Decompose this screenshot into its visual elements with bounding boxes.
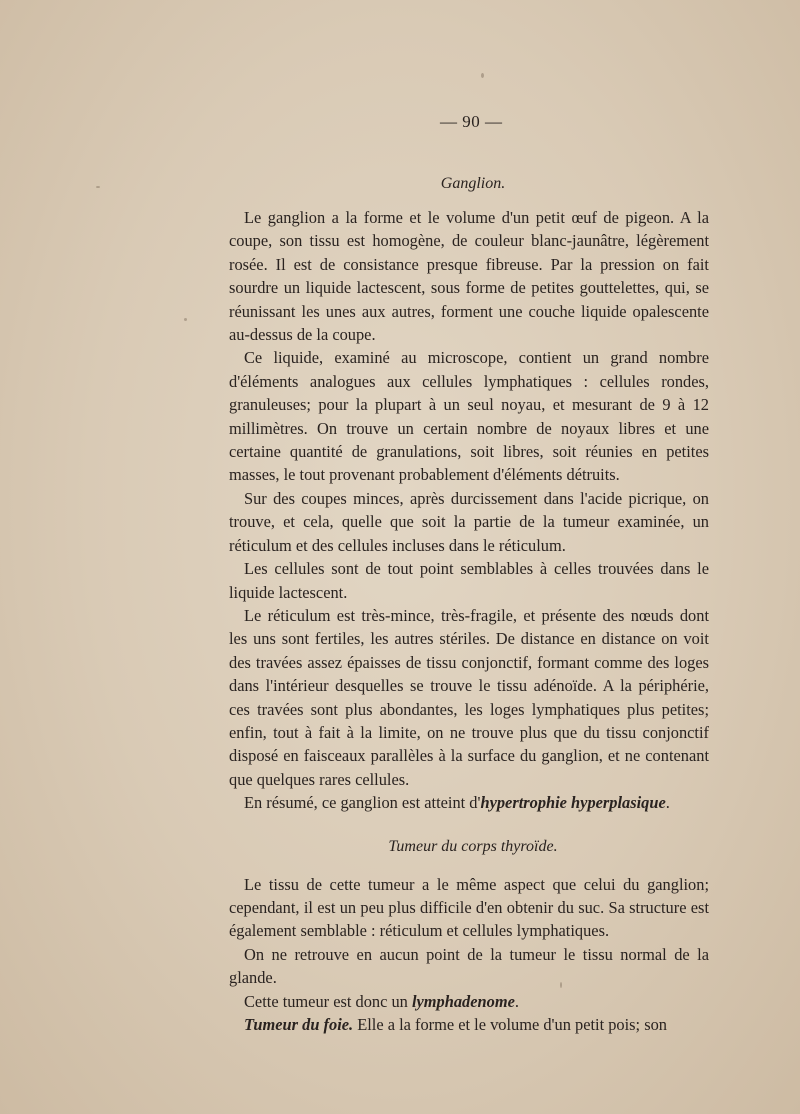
- paragraph: On ne retrouve en aucun point de la tumeur le tissu normal de la glande.: [229, 944, 709, 988]
- paragraph: Le tissu de cette tumeur a le même aspect que celui du ganglion; cependant, il est un peu plus difficile d'en obtenir du suc. Sa structure est également semblable : réticulum et cellules lymphatiques.: [229, 874, 709, 941]
- page-number: — 90 —: [440, 112, 503, 131]
- conclusion-paragraph: [229, 990, 709, 1013]
- summary-suffix: .: [665, 793, 670, 813]
- paragraph: Le ganglion a la forme et le volume d'un petit œuf de pigeon. A la coupe, son tissu est homogène, de couleur blanc-jaunâtre, légèrement rosée. Il est de consistance presque fibreuse. Par la pression on fait sourdre un liquide lactescent, sous forme de petites gouttelettes, qui, se réunissant les unes aux autres, forment une couche liquide opalescente au-dessus de la coupe.: [229, 208, 709, 345]
- paragraph: Ce liquide, examiné au microscope, contient un grand nombre d'éléments analogues aux cellules lymphatiques : cellules rondes, granuleuses; pour la plupart à un seul noyau, et mesurant de 9 à 12 millimètres. On trouve un certain nombre de noyaux libres et une certaine quantité de granulations, soit libres, soit réunies en petites masses, le tout provenant probablement d'éléments détruits.: [229, 348, 709, 485]
- diagnosis-term: hypertrophie hyperplasique: [480, 793, 666, 813]
- page-body: [229, 172, 709, 1036]
- paragraph: Sur des coupes minces, après durcissement dans l'acide picrique, on trouve, et cela, quelle que soit la partie de la tumeur examinée, un réticulum et des cellules incluses dans le réticulum.: [229, 488, 709, 555]
- ink-speck: [96, 186, 100, 188]
- paragraph-text: Elle a la forme et le volume d'un petit pois; son: [353, 1015, 667, 1034]
- liver-tumour-paragraph: [229, 1013, 709, 1036]
- conclusion-suffix: .: [514, 991, 519, 1011]
- diagnosis-term: lymphadenome: [411, 991, 515, 1011]
- summary-prefix: En résumé, ce ganglion est atteint d': [244, 793, 481, 813]
- conclusion-prefix: Cette tumeur est donc un: [244, 991, 412, 1011]
- ink-speck: [481, 73, 484, 78]
- summary-paragraph: [229, 791, 709, 814]
- section-heading-thyroid: Tumeur du corps thyroïde.: [388, 837, 558, 855]
- ink-speck: [184, 318, 187, 321]
- paragraph: Les cellules sont de tout point semblables à celles trouvées dans le liquide lactescent.: [229, 559, 709, 602]
- paragraph: Le réticulum est très-mince, très-fragile, et présente des nœuds dont les uns sont fertiles, les autres stériles. De distance en distance on voit des travées assez épaisses de tissu conjonctif, formant comme des loges dans l'intérieur desquelles se trouve le tissu adénoïde. A la périphérie, ces travées sont plus abondantes, les loges lymphatiques plus petites; enfin, tout à fait à la limite, on ne trouve plus que du tissu conjonctif disposé en faisceaux parallèles à la surface du ganglion, et ne contenant que quelques rares cellules.: [229, 605, 709, 789]
- run-in-heading-liver: Tumeur du foie.: [244, 1015, 354, 1034]
- section-heading-ganglion: Ganglion.: [440, 175, 506, 192]
